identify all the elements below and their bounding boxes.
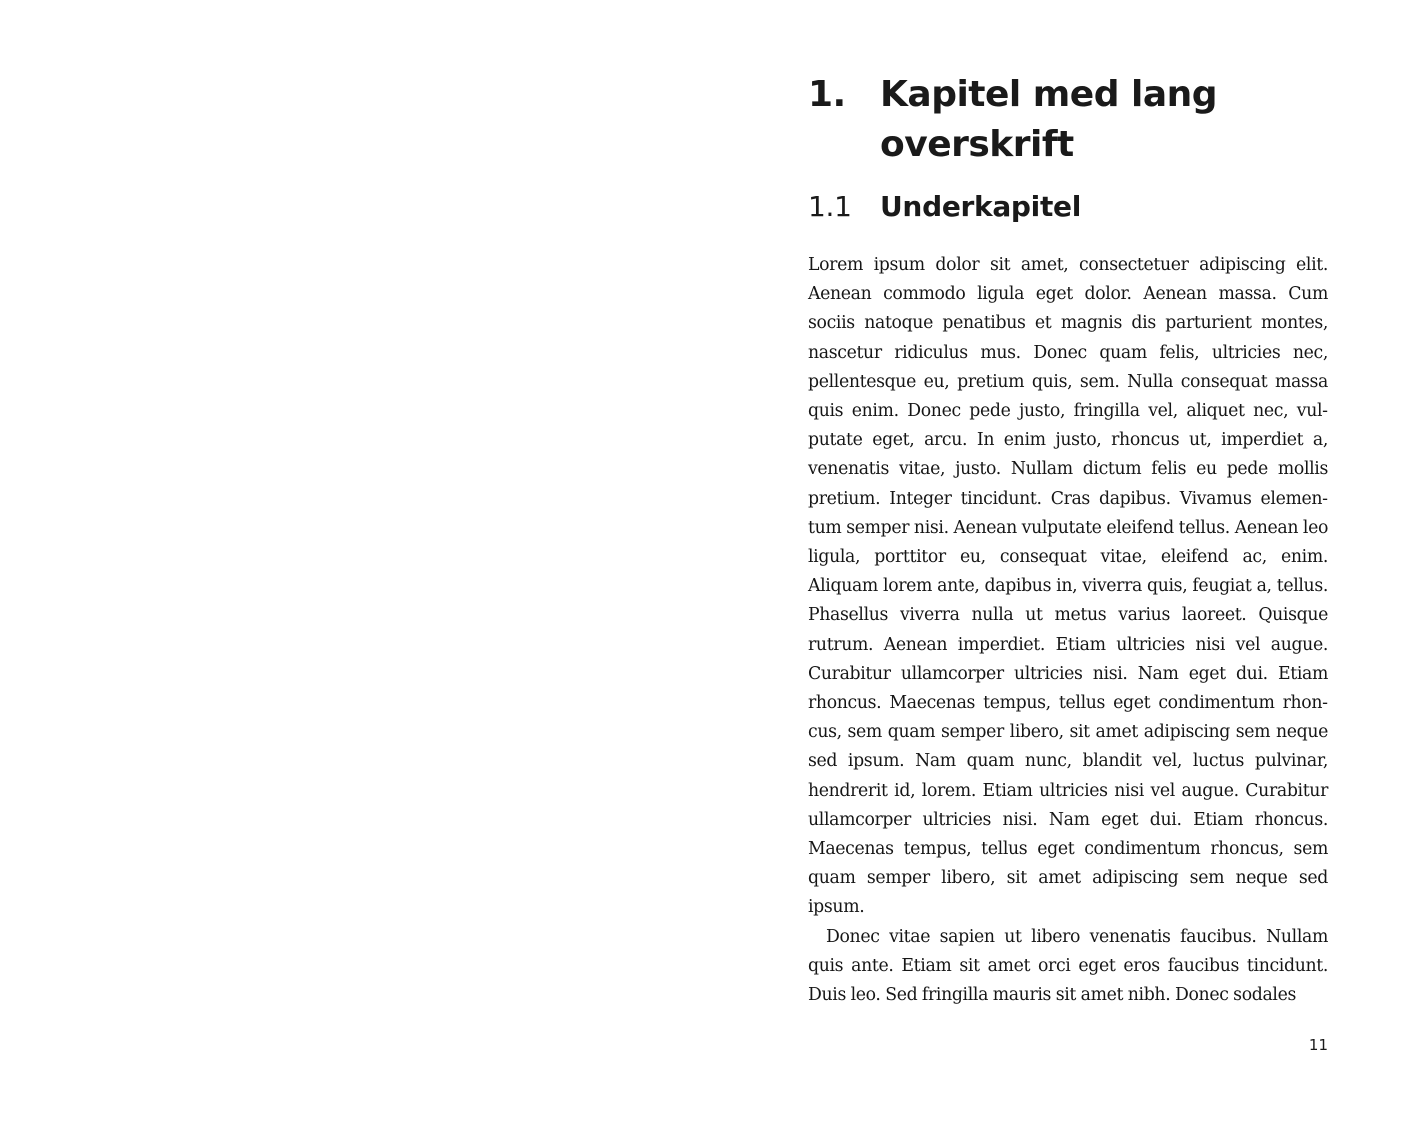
chapter-heading — [808, 70, 1328, 170]
chapter-title: Kapitel med lang overskrift — [880, 74, 1218, 165]
left-page-blank — [0, 0, 708, 1122]
section-number: 1.1 — [808, 190, 852, 223]
chapter-number: 1. — [808, 74, 846, 115]
body-text — [808, 251, 1328, 1010]
section-title: Underkapitel — [880, 190, 1082, 223]
paragraph-1: Lorem ipsum dolor sit amet, consectetuer adipiscing elit. Aenean commodo ligula eget dolor. Aenean massa. Cum sociis natoque penatibus et magnis dis parturient montes, nascetur ridiculus mus. Donec quam felis, ultricies nec, pellentesque eu, pretium quis, sem. Nulla consequat massa quis enim. Donec pede justo, fringilla vel, aliquet nec, vulputate eget, arcu. In enim justo, rhoncus ut, imperdiet a, venenatis vitae, justo. Nullam dictum felis eu pede mollis pretium. Integer tincidunt. Cras dapibus. Vivamus elementum semper nisi. Aenean vulputate eleifend tellus. Aenean leo ligula, porttitor eu, consequat vitae, eleifend ac, enim. Aliquam lorem ante, dapibus in, viverra quis, feugiat a, tellus. Phasellus viverra nulla ut metus varius laoreet. Quisque rutrum. Aenean imperdiet. Etiam ultricies nisi vel augue. Curabitur ullamcorper ultricies nisi. Nam eget dui. Etiam rhoncus. Maecenas tempus, tellus eget condimentum rhoncus, sem quam semper libero, sit amet adipiscing sem neque sed ipsum. Nam quam nunc, blandit vel, luctus pulvinar, hendrerit id, lorem. Etiam ultricies nisi vel augue. Curabitur ullamcorper ultricies nisi. Nam eget dui. Etiam rhoncus. Maecenas tempus, tellus eget condimentum rhoncus, sem quam semper libero, sit amet adipiscing sem neque sed ipsum. — [808, 255, 1328, 918]
paragraph-2: Donec vitae sapien ut libero venenatis faucibus. Nullam quis ante. Etiam sit amet orci eget eros faucibus tincidunt. Duis leo. Sed fringilla mauris sit amet nibh. Donec sodales — [808, 926, 1328, 1006]
section-heading — [808, 189, 1328, 225]
right-page — [708, 0, 1417, 1122]
text-block — [808, 70, 1328, 1010]
page-number: 11 — [1308, 1036, 1328, 1054]
